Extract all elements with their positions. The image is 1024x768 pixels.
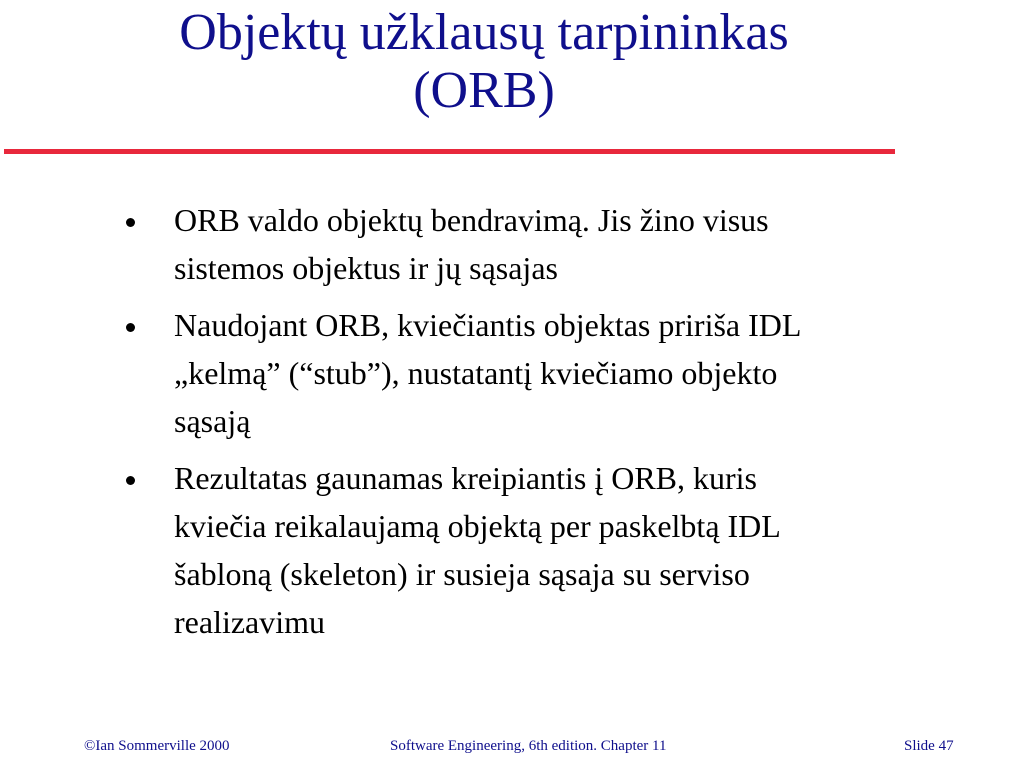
bullet-list: [120, 196, 980, 655]
bullet-line: „kelmą” (“stub”), nustatantį kviečiamo objekto: [174, 355, 778, 391]
bullet-dot-icon: [126, 218, 135, 227]
bullet-dot-icon: [126, 476, 135, 485]
bullet-item: [120, 301, 980, 445]
bullet-line: sąsają: [174, 403, 251, 439]
bullet-line: realizavimu: [174, 604, 326, 640]
slide-title-line-2: (ORB): [413, 62, 555, 119]
bullet-line: sistemos objektus ir jų sąsajas: [174, 250, 558, 286]
bullet-line: kviečia reikalaujamą objektą per paskelbtą IDL: [174, 508, 781, 544]
title-underline-rule: [4, 149, 895, 154]
footer-slide-number: Slide 47: [904, 738, 954, 754]
bullet-line: Rezultatas gaunamas kreipiantis į ORB, kuris: [174, 460, 757, 496]
slide-title: [0, 4, 968, 120]
slide-title-line-1: Objektų užklausų tarpininkas: [179, 4, 789, 61]
footer-copyright: ©Ian Sommerville 2000: [84, 738, 230, 754]
bullet-line: ORB valdo objektų bendravimą. Jis žino visus: [174, 202, 769, 238]
bullet-dot-icon: [126, 323, 135, 332]
bullet-line: Naudojant ORB, kviečiantis objektas pririša IDL: [174, 307, 802, 343]
bullet-item: [120, 196, 980, 292]
bullet-line: šabloną (skeleton) ir susieja sąsaja su serviso: [174, 556, 750, 592]
footer-book-title: Software Engineering, 6th edition. Chapter 11: [390, 738, 667, 754]
bullet-item: [120, 454, 980, 646]
